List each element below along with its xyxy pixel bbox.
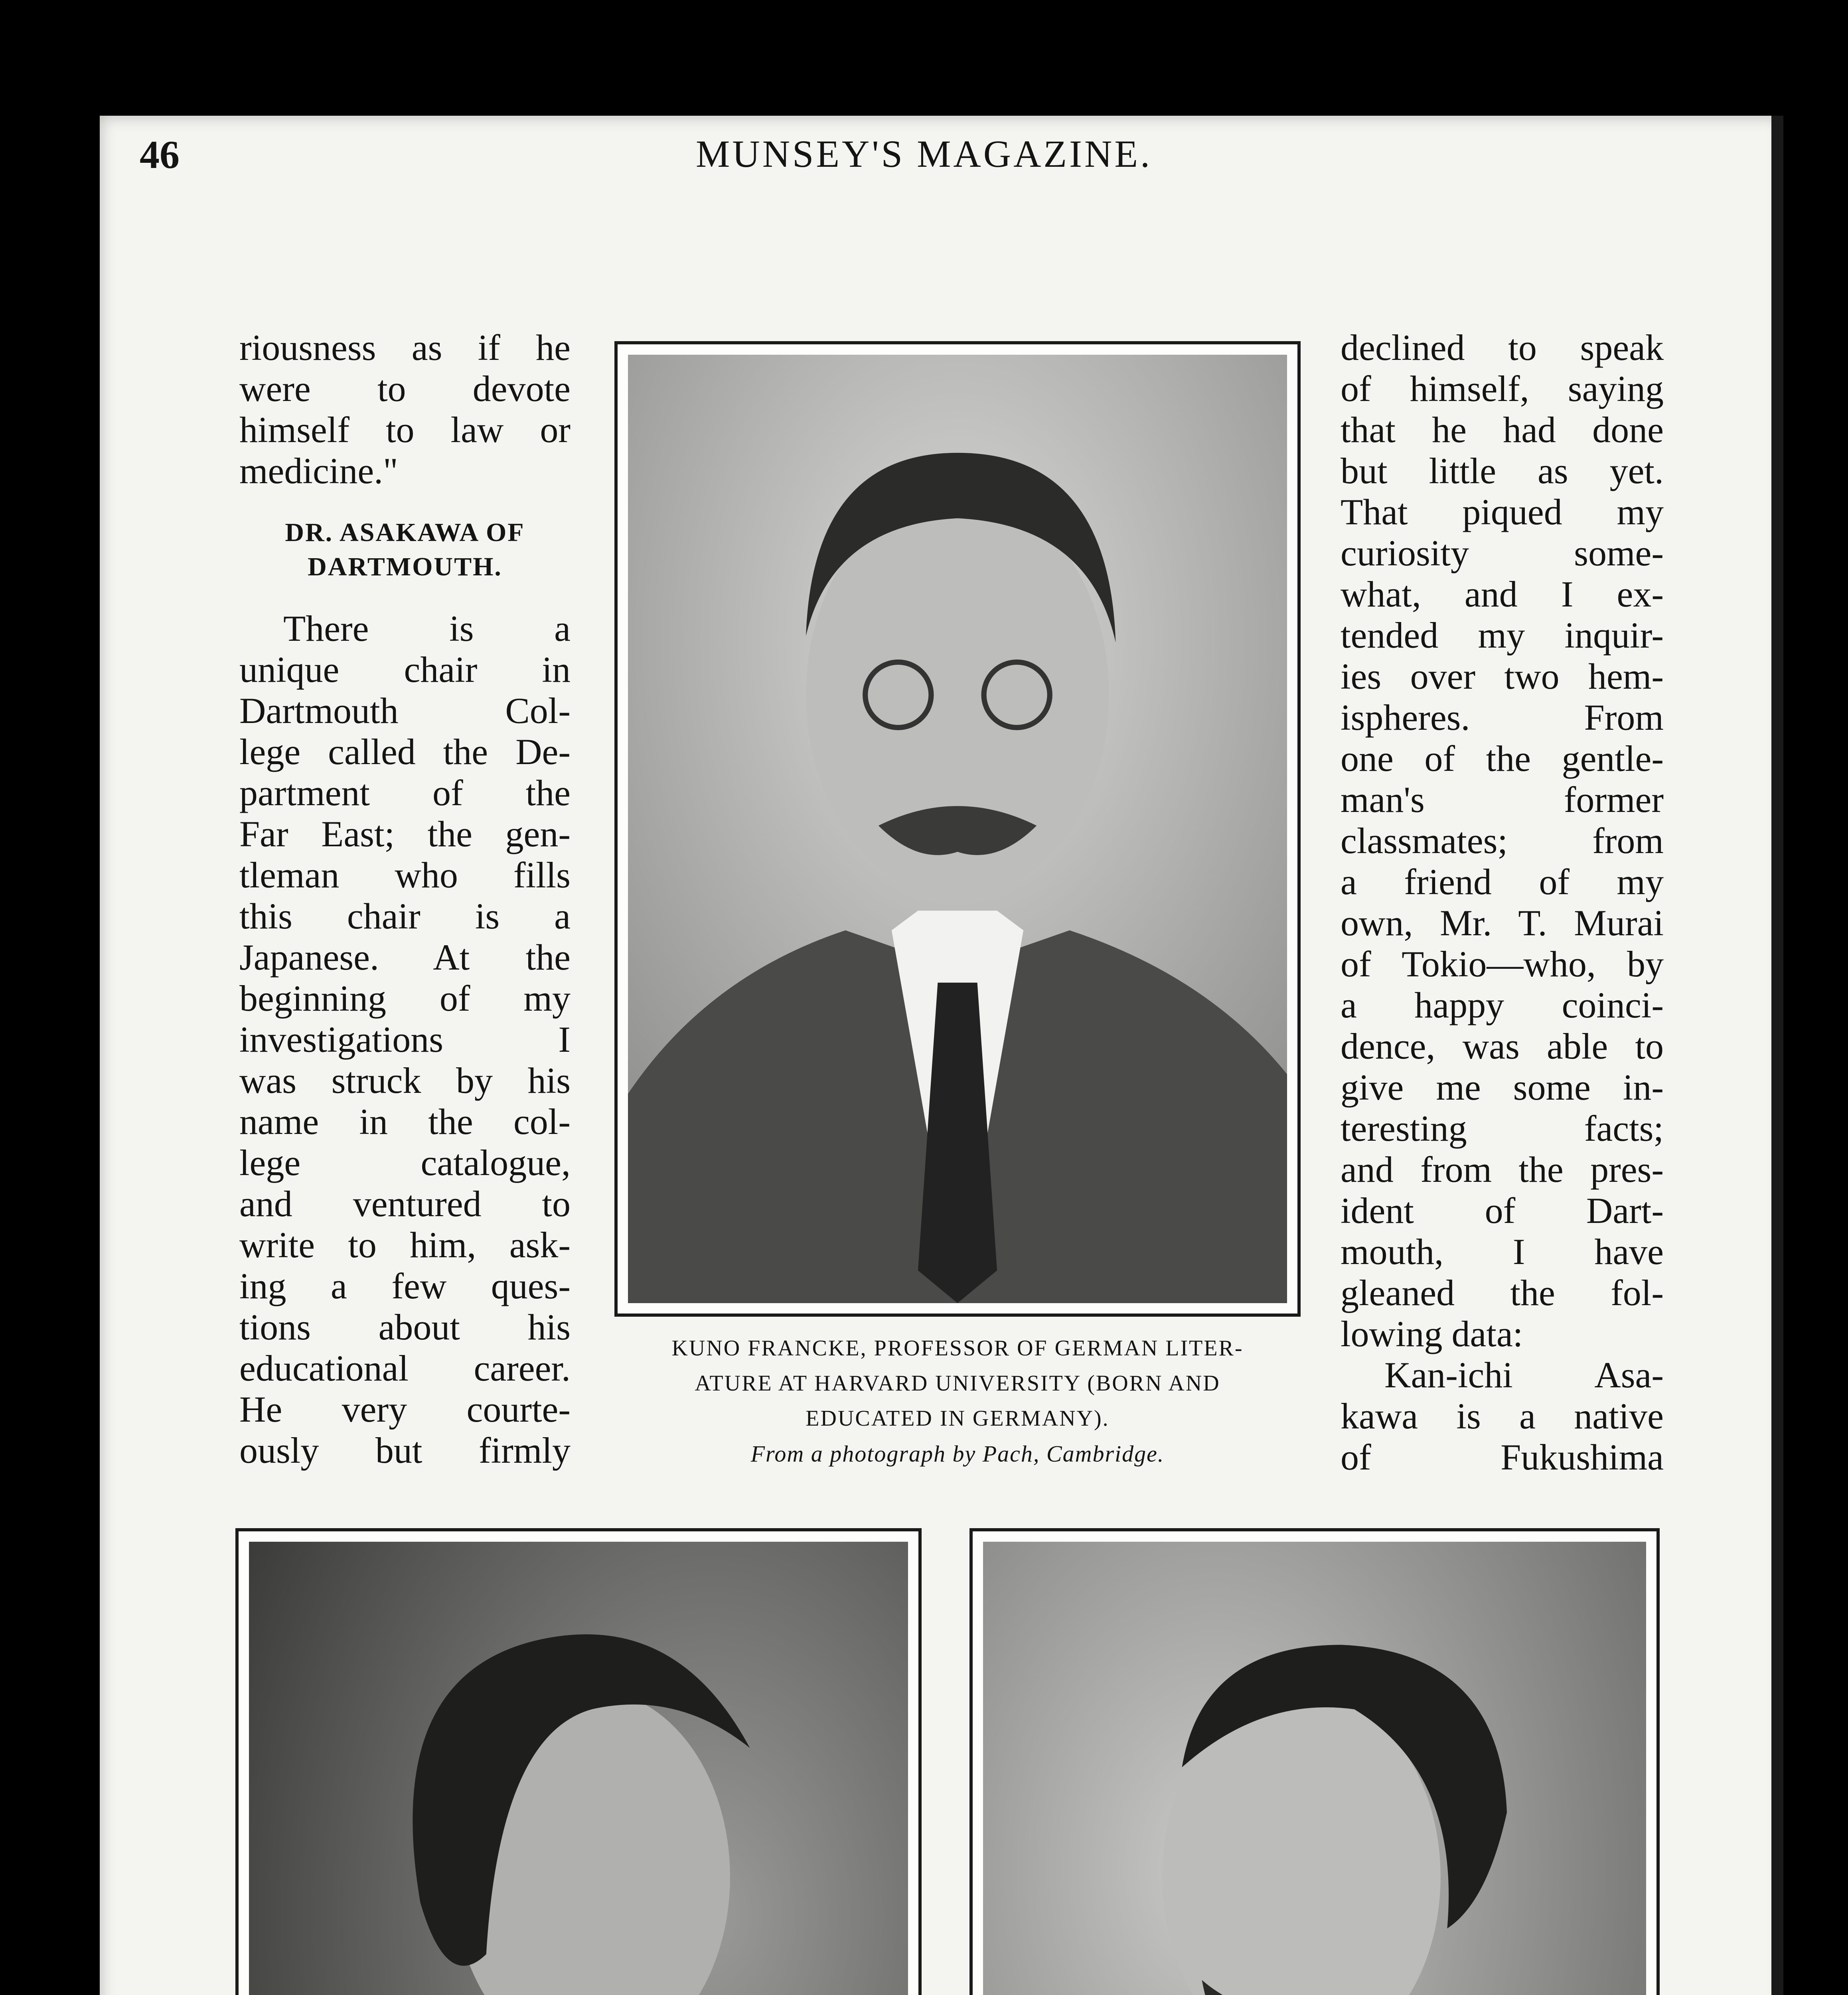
text-line: a friend of my bbox=[1341, 861, 1664, 902]
text-line: of himself, saying bbox=[1341, 368, 1664, 409]
text-line: beginning of my bbox=[239, 978, 571, 1019]
text-line: a happy coinci- bbox=[1341, 985, 1664, 1025]
text-line: classmates; from bbox=[1341, 820, 1664, 861]
francke-caption bbox=[598, 1331, 1317, 1436]
page-header bbox=[140, 132, 1708, 180]
text-line: unique chair in bbox=[239, 649, 571, 690]
caption-line: ATURE AT HARVARD UNIVERSITY (BORN AND bbox=[695, 1371, 1220, 1396]
text-line: name in the col- bbox=[239, 1101, 571, 1142]
text-line: partment of the bbox=[239, 772, 571, 813]
caption-line: EDUCATED IN GERMANY). bbox=[806, 1406, 1110, 1431]
francke-portrait-photo bbox=[628, 355, 1287, 1303]
text-line: Dartmouth Col- bbox=[239, 690, 571, 731]
text-line: He very courte- bbox=[239, 1389, 571, 1430]
text-line: That piqued my bbox=[1341, 492, 1664, 532]
text-line: ously but firmly bbox=[239, 1430, 571, 1471]
text-line: Japanese. At the bbox=[239, 937, 571, 978]
left-text-column bbox=[239, 327, 571, 1471]
text-line: one of the gentle- bbox=[1341, 738, 1664, 779]
text-line: teresting facts; bbox=[1341, 1108, 1664, 1149]
text-line: man's former bbox=[1341, 779, 1664, 820]
page-number: 46 bbox=[140, 132, 180, 177]
francke-photo-credit: From a photograph by Pach, Cambridge. bbox=[750, 1441, 1165, 1467]
boas-portrait-photo bbox=[249, 1542, 908, 1995]
right-paragraph-asakawa-origin bbox=[1341, 1355, 1664, 1478]
text-line: riousness as if he bbox=[239, 327, 571, 368]
text-line: write to him, ask- bbox=[239, 1225, 571, 1265]
text-line: and ventured to bbox=[239, 1183, 571, 1224]
text-line: what, and I ex- bbox=[1341, 574, 1664, 614]
text-line: tions about his bbox=[239, 1307, 571, 1347]
text-line: Far East; the gen- bbox=[239, 814, 571, 854]
text-line: and from the pres- bbox=[1341, 1149, 1664, 1190]
text-line: lege catalogue, bbox=[239, 1142, 571, 1183]
right-text-column bbox=[1341, 327, 1664, 1478]
text-line: ies over two hem- bbox=[1341, 656, 1664, 697]
subhead-line: DARTMOUTH. bbox=[308, 552, 502, 581]
lang-photo-frame bbox=[969, 1528, 1660, 1995]
text-line: was struck by his bbox=[239, 1060, 571, 1101]
text-line: own, Mr. T. Murai bbox=[1341, 903, 1664, 943]
text-line: himself to law or bbox=[239, 409, 571, 450]
francke-photo-frame bbox=[614, 341, 1301, 1317]
right-paragraph-continued bbox=[1341, 327, 1664, 1355]
text-line: mouth, I have bbox=[1341, 1231, 1664, 1272]
left-paragraph-asakawa bbox=[239, 608, 571, 1471]
caption-line: KUNO FRANCKE, PROFESSOR OF GERMAN LITER- bbox=[671, 1336, 1244, 1361]
page-gutter bbox=[1771, 116, 1783, 1995]
text-line: declined to speak bbox=[1341, 327, 1664, 368]
text-line: ident of Dart- bbox=[1341, 1190, 1664, 1231]
text-line: medicine." bbox=[239, 450, 398, 491]
text-line: ispheres. From bbox=[1341, 697, 1664, 738]
text-line: gleaned the fol- bbox=[1341, 1272, 1664, 1313]
text-line: tleman who fills bbox=[239, 855, 571, 895]
text-line: dence, was able to bbox=[1341, 1026, 1664, 1067]
text-line: give me some in- bbox=[1341, 1067, 1664, 1108]
text-line: lege called the De- bbox=[239, 731, 571, 772]
text-line: lowing data: bbox=[1341, 1314, 1523, 1354]
boas-photo-frame bbox=[235, 1528, 922, 1995]
text-line: educational career. bbox=[239, 1348, 571, 1389]
text-line: of Fukushima bbox=[1341, 1437, 1664, 1477]
section-subhead bbox=[239, 516, 571, 584]
text-line: Kan-ichi Asa- bbox=[1384, 1355, 1664, 1395]
text-line: kawa is a native bbox=[1341, 1396, 1664, 1436]
text-line: this chair is a bbox=[239, 896, 571, 936]
text-line: but little as yet. bbox=[1341, 450, 1664, 491]
subhead-line: DR. ASAKAWA OF bbox=[285, 518, 525, 547]
lang-portrait-photo bbox=[983, 1542, 1646, 1995]
left-paragraph-continued bbox=[239, 327, 571, 492]
text-line: investigations I bbox=[239, 1019, 571, 1060]
text-line: that he had done bbox=[1341, 409, 1664, 450]
text-line: curiosity some- bbox=[1341, 533, 1664, 573]
text-line: were to devote bbox=[239, 368, 571, 409]
text-line: There is a bbox=[283, 608, 571, 649]
text-line: of Tokio—who, by bbox=[1341, 944, 1664, 984]
text-line: ing a few ques- bbox=[239, 1266, 571, 1306]
text-line: tended my inquir- bbox=[1341, 615, 1664, 656]
running-head: MUNSEY'S MAGAZINE. bbox=[696, 132, 1152, 175]
